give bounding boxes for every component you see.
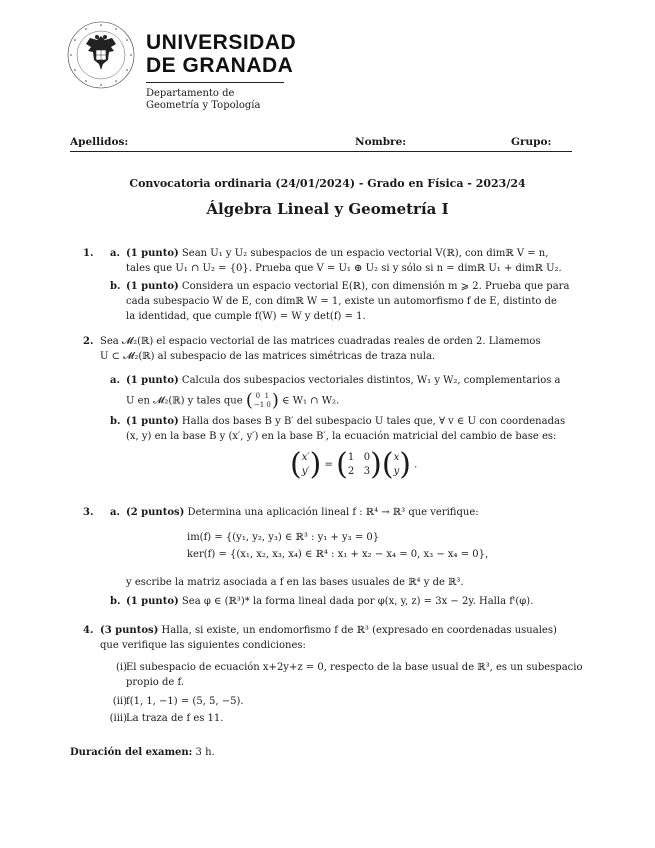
problem-1b-text-1: Considera un espacio vectorial E(ℝ), con dimensión m ⩾ 2. Prueba que para — [181, 281, 570, 292]
problem-3a-points: (2 puntos) — [126, 507, 185, 518]
problem-3a-text-1: Determina una aplicación lineal f : ℝ⁴ → ℝ³ que verifique: — [187, 507, 479, 518]
problem-4-text-1: Halla, si existe, un endomorfismo f de ℝ³ (expresado en coordenadas usuales) — [161, 625, 557, 636]
problem-3b-text-1: Sea φ ∈ (ℝ³)* la forma lineal dada por φ(x, y, z) = 3x − 2y. Halla fᵗ(φ). — [181, 596, 534, 607]
eq-right-entry: x — [393, 452, 400, 463]
problem-2b-points: (1 punto) — [126, 416, 179, 427]
problem-1b-label: b. — [110, 281, 121, 292]
grupo-label: Grupo: — [511, 136, 552, 148]
course-title: Álgebra Lineal y Geometría I — [206, 200, 449, 218]
problem-3a-line-1 — [126, 506, 479, 520]
problem-3b-line-1 — [126, 595, 533, 609]
problem-3b-label: b. — [110, 596, 121, 607]
matrix-entry: 0 — [255, 392, 261, 400]
problem-4-item-label: (iii) — [109, 713, 127, 724]
university-line-2: DE GRANADA — [146, 54, 294, 77]
eq-right-entry: y — [393, 466, 400, 477]
problem-2a-label: a. — [110, 375, 120, 386]
problem-4-item-1-line-1: El subespacio de ecuación x+2y+z = 0, respecto de la base usual de ℝ³, es un subespacio — [126, 662, 583, 673]
problem-2b-text-1: Halla dos bases B y B′ del subespacio U tales que, ∀ v ∈ U con coordenadas — [181, 416, 566, 427]
problem-4-points: (3 puntos) — [100, 625, 159, 636]
matrix-entry: 1 — [264, 392, 270, 400]
university-name — [146, 31, 296, 77]
fields-divider — [70, 151, 572, 152]
department-line-1: Departamento de — [146, 88, 235, 99]
duration-label: Duración del examen: — [70, 747, 193, 758]
apellidos-label: Apellidos: — [70, 136, 129, 148]
problem-4-item-1-line-2: propio de f. — [126, 677, 185, 688]
matrix-entry: 0 — [266, 401, 271, 409]
problem-2-number: 2. — [83, 336, 94, 347]
problem-3a-eq-im: im(f) = {(y₁, y₂, y₃) ∈ ℝ³ : y₁ + y₃ = 0} — [187, 532, 380, 543]
problem-1a-label: a. — [110, 248, 120, 259]
problem-1a-text-1: Sean U₁ y U₂ subespacios de un espacio vectorial V(ℝ), con dimℝ V = n, — [181, 248, 549, 259]
exam-convocatoria: Convocatoria ordinaria (24/01/2024) - Grado en Física - 2023/24 — [129, 177, 526, 190]
problem-1a-points: (1 punto) — [126, 248, 179, 259]
problem-2b-line-1 — [126, 415, 565, 429]
problem-2a-line-1 — [126, 374, 561, 388]
problem-2b-line-2: (x, y) en la base B y (x′, y′) en la base B′, la ecuación matricial del cambio de base es: — [126, 431, 557, 442]
problem-3a-eq-ker: ker(f) = {(x₁, x₂, x₃, x₄) ∈ ℝ⁴ : x₁ + x₂ − x₄ = 0, x₃ − x₄ = 0}, — [187, 549, 489, 560]
department-line-2: Geometría y Topología — [146, 100, 261, 111]
eq-matrix-entry: 0 — [363, 452, 371, 463]
problem-3a-label: a. — [110, 507, 120, 518]
problem-2a-line-2: U en 𝓜₂(ℝ) y tales que ( 0 1 −1 0) ∈ W₁ ∩ W₂. — [126, 390, 340, 411]
problem-3b-points: (1 punto) — [126, 596, 179, 607]
nombre-label: Nombre: — [355, 136, 407, 148]
university-seal-icon — [66, 20, 136, 90]
problem-4-number: 4. — [83, 625, 94, 636]
eq-matrix-entry: 3 — [363, 466, 371, 477]
duration-value: 3 h. — [195, 747, 215, 758]
problem-4-item-3-line-1: La traza de f es 11. — [126, 713, 224, 724]
problem-3-number: 3. — [83, 507, 94, 518]
university-line-1: UNIVERSIDAD — [146, 31, 297, 54]
problem-4-intro-2: que verifique las siguientes condiciones: — [100, 640, 306, 651]
problem-2a-text-post: ∈ W₁ ∩ W₂. — [282, 395, 340, 407]
problem-1a-line-1 — [126, 247, 548, 261]
problem-2a-text-1: Calcula dos subespacios vectoriales distintos, W₁ y W₂, complementarios a — [181, 375, 561, 386]
problem-2a-text-pre: U en 𝓜₂(ℝ) y tales que — [126, 395, 243, 407]
matrix-entry: −1 — [253, 401, 265, 409]
problem-3a-line-end: y escribe la matriz asociada a f en las bases usuales de ℝ⁴ y de ℝ³. — [126, 577, 464, 588]
problem-2-intro-2: U ⊂ 𝓜₂(ℝ) al subespacio de las matrices simétricas de traza nula. — [100, 351, 436, 362]
problem-2a-points: (1 punto) — [126, 375, 179, 386]
eq-matrix-entry: 1 — [347, 452, 355, 463]
problem-4-item-2-line-1: f(1, 1, −1) = (5, 5, −5). — [126, 696, 244, 707]
header-divider — [146, 82, 284, 83]
problem-1a-line-2: tales que U₁ ∩ U₂ = {0}. Prueba que V = U₁ ⊕ U₂ si y sólo si n = dimℝ U₁ + dimℝ U₂. — [126, 263, 562, 274]
problem-4-item-label: (ii) — [112, 696, 127, 707]
problem-2a-matrix — [254, 392, 271, 410]
problem-2b-equation: (x′ y′) = (1 0 2 3)(x y) . — [290, 447, 418, 482]
eq-left-entry: x′ — [301, 452, 310, 463]
problem-4-intro-1 — [100, 624, 557, 638]
eq-matrix-entry: 2 — [347, 466, 355, 477]
problem-1b-line-3: la identidad, que cumple f(W) = W y det(f) = 1. — [126, 311, 366, 322]
problem-4-item-label: (i) — [115, 662, 127, 673]
exam-duration — [70, 746, 215, 760]
department-name — [146, 88, 260, 112]
eq-left-entry: y′ — [301, 466, 310, 477]
problem-1b-line-2: cada subespacio W de E, con dimℝ W = 1, existe un automorfismo f de E, distinto de — [126, 296, 557, 307]
problem-1-number: 1. — [83, 248, 94, 259]
problem-1b-line-1 — [126, 280, 569, 294]
problem-2b-label: b. — [110, 416, 121, 427]
problem-1b-points: (1 punto) — [126, 281, 179, 292]
problem-2-intro-1: Sea 𝓜₂(ℝ) el espacio vectorial de las matrices cuadradas reales de orden 2. Llamemos — [100, 336, 541, 347]
